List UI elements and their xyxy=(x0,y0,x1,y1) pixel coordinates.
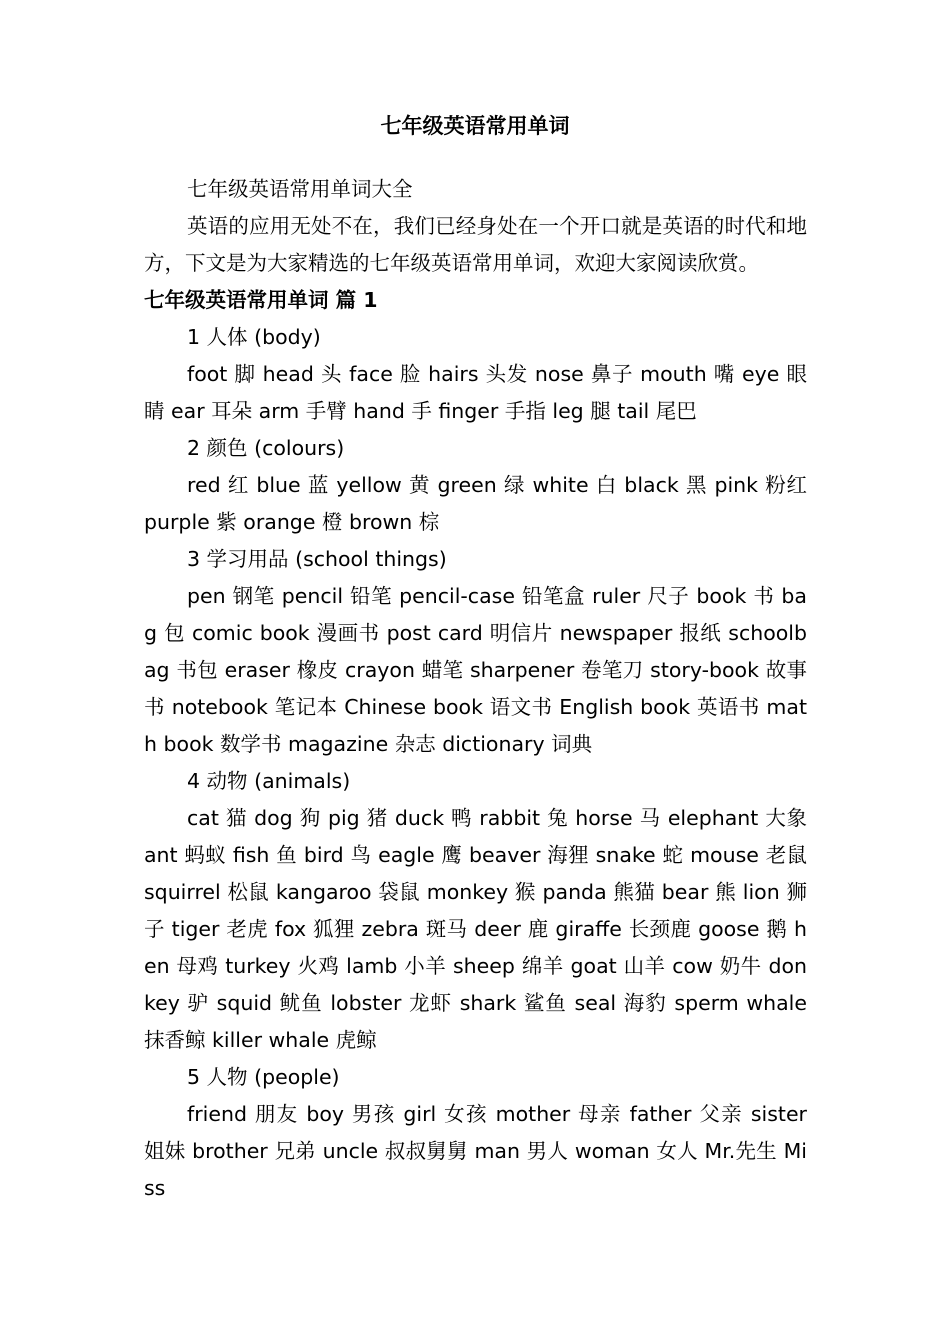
section-heading: 七年级英语常用单词 篇 1 xyxy=(144,288,378,312)
document-body xyxy=(144,171,807,1207)
word-list-school-things: pen 钢笔 pencil 铅笔 pencil-case 铅笔盒 ruler 尺子 book 书 bag 包 comic book 漫画书 post card 明信片 newspaper 报纸 schoolbag 书包 eraser 橡皮 crayon 蜡笔 sharpener 卷笔刀 story-book 故事书 notebook 笔记本 Chinese book 语文书 English book 英语书 math book 数学书 magazine 杂志 dictionary 词典 xyxy=(144,584,807,756)
category-heading-school-things: 3 学习用品 (school things) xyxy=(187,547,447,571)
category-heading-people: 5 人物 (people) xyxy=(187,1065,340,1089)
word-list-colours: red 红 blue 蓝 yellow 黄 green 绿 white 白 black 黑 pink 粉红 purple 紫 orange 橙 brown 棕 xyxy=(144,473,807,534)
paragraph-subtitle: 七年级英语常用单词大全 xyxy=(187,177,413,201)
word-list-animals: cat 猫 dog 狗 pig 猪 duck 鸭 rabbit 兔 horse 马 elephant 大象 ant 蚂蚁 fish 鱼 bird 鸟 eagle 鹰 beaver 海狸 snake 蛇 mouse 老鼠 squirrel 松鼠 kangaroo 袋鼠 monkey 猴 panda 熊猫 bear 熊 lion 狮子 tiger 老虎 fox 狐狸 zebra 斑马 deer 鹿 giraffe 长颈鹿 goose 鹅 hen 母鸡 turkey 火鸡 lamb 小羊 sheep 绵羊 goat 山羊 cow 奶牛 donkey 驴 squid 鱿鱼 lobster 龙虾 shark 鲨鱼 seal 海豹 sperm whale 抹香鲸 killer whale 虎鲸 xyxy=(144,806,807,1052)
word-list-people: friend 朋友 boy 男孩 girl 女孩 mother 母亲 father 父亲 sister 姐妹 brother 兄弟 uncle 叔叔舅舅 man 男人 woman 女人 Mr.先生 Miss xyxy=(144,1102,807,1200)
document-title: 七年级英语常用单词 xyxy=(380,114,570,138)
category-heading-body: 1 人体 (body) xyxy=(187,325,321,349)
category-heading-colours: 2 颜色 (colours) xyxy=(187,436,345,460)
category-heading-animals: 4 动物 (animals) xyxy=(187,769,351,793)
paragraph-intro: 英语的应用无处不在，我们已经身处在一个开口就是英语的时代和地方，下文是为大家精选的七年级英语常用单词，欢迎大家阅读欣赏。 xyxy=(144,214,807,275)
word-list-body: foot 脚 head 头 face 脸 hairs 头发 nose 鼻子 mouth 嘴 eye 眼睛 ear 耳朵 arm 手臂 hand 手 finger 手指 leg 腿 tail 尾巴 xyxy=(144,362,807,423)
